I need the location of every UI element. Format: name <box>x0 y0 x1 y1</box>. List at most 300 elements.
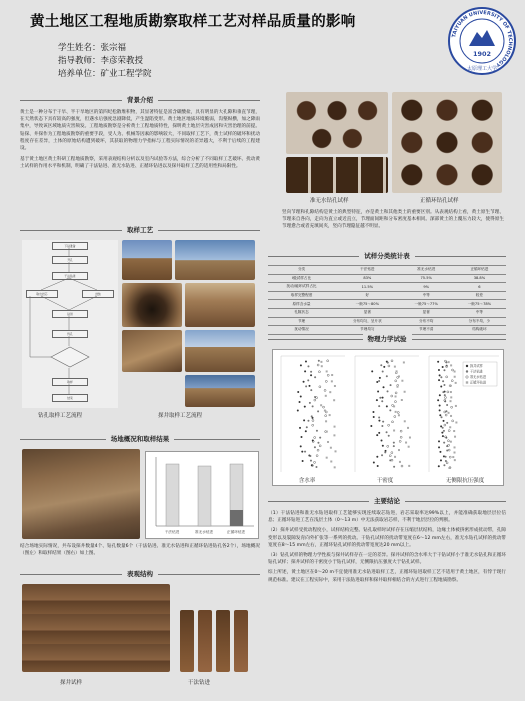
scatter-point <box>437 399 439 401</box>
scatter-point <box>300 445 302 447</box>
scatter-point <box>334 466 336 468</box>
scatter-point <box>450 441 452 443</box>
scatter-point <box>451 406 453 408</box>
scatter-point <box>392 421 394 423</box>
scatter-point <box>441 416 443 418</box>
scatter-point <box>333 434 335 436</box>
scatter-point <box>439 451 441 453</box>
scatter-point <box>442 380 444 382</box>
scatter-point <box>440 459 442 461</box>
scatter-point <box>441 432 443 434</box>
scatter-point <box>305 430 307 432</box>
section-stats <box>268 250 506 335</box>
photo-drill-rig <box>122 240 172 280</box>
scatter-point <box>376 399 378 401</box>
plot-label-strength: 无侧限抗压强度 <box>445 478 485 484</box>
scatter-point <box>386 405 388 407</box>
scatter-point <box>401 380 403 382</box>
scatter-point <box>442 366 444 368</box>
scatter-point <box>390 384 392 386</box>
scatter-point <box>384 451 386 453</box>
photo-pit-samples <box>22 584 170 672</box>
scatter-point <box>446 422 448 424</box>
scatter-point <box>301 451 303 453</box>
scatter-point <box>381 400 383 402</box>
scatter-point <box>317 442 319 444</box>
scatter-point <box>444 397 446 399</box>
scatter-point <box>387 390 389 392</box>
scatter-point <box>437 361 439 363</box>
scatter-point <box>448 444 450 446</box>
scatter-point <box>443 384 445 386</box>
logo-year: 1902 <box>472 50 492 58</box>
scatter-point <box>442 391 444 393</box>
scatter-point <box>454 436 456 438</box>
scatter-point <box>440 385 442 387</box>
scatter-point <box>439 374 441 376</box>
scatter-point <box>323 406 325 408</box>
scatter-point <box>447 440 449 442</box>
scatter-point <box>405 442 407 444</box>
scatter-point <box>444 394 446 396</box>
scatter-point <box>401 399 403 401</box>
scatter-point <box>387 445 389 447</box>
caption-pit-samples: 探井试样 <box>60 680 83 686</box>
scatter-point <box>442 435 444 437</box>
scatter-point <box>314 437 316 439</box>
scatter-point <box>448 361 450 363</box>
photo-quasi-waterless-core-top <box>286 92 388 154</box>
section-header-process: 取样工艺 <box>20 224 260 236</box>
flow-box: 取出岩芯 <box>26 290 58 298</box>
bar-quasi-waterless <box>198 466 211 526</box>
scatter-point <box>325 420 327 422</box>
advisor-name: 指导教师：李彦荣教授 <box>58 56 144 66</box>
page-title: 黄土地区工程地质勘察取样工艺对样品质量的影响 <box>30 14 356 30</box>
scatter-point <box>404 420 406 422</box>
scatter-point <box>312 405 314 407</box>
scatter-point <box>381 440 383 442</box>
scatter-point <box>440 376 442 378</box>
scatter-point <box>439 409 441 411</box>
conclusion-3: （3）钻孔试样的物理力学性质与探井试样存在一定的差异。探井试样的含水率大于干钻试样小于准无水钻孔和正循环钻孔试样；探井试样的干密度小于钻孔试样，无侧限抗压强度大于钻孔试样。 <box>268 553 506 566</box>
scatter-point <box>439 394 441 396</box>
caption-drilling-flow: 钻孔取样工艺流程 <box>38 413 83 419</box>
scatter-point <box>331 380 333 382</box>
conclusion-1: （1）干法钻进和准无水钻进取样工艺能够实现连续取芯钻进，岩芯采取率达99%以上，并能准确获取地层层位信息；正循环钻进工艺在浅层土体（0～13 m）中无法获取岩芯样，不利于地层层位的判断。 <box>268 511 506 524</box>
scatter-point <box>455 405 457 407</box>
table-row: 孔隙状态 显著 显著 中等 <box>268 308 506 317</box>
plot-label-density: 干密度 <box>376 478 394 484</box>
scatter-point <box>297 391 299 393</box>
legend-item: 正循环钻进 <box>470 380 486 385</box>
photo-core-3 <box>216 610 230 672</box>
scatter-point <box>454 446 456 448</box>
scatter-point <box>443 369 445 371</box>
scatter-point <box>449 456 451 458</box>
scatter-point <box>373 416 375 418</box>
scatter-point <box>326 370 328 372</box>
photo-pit-wall <box>122 330 182 372</box>
scatter-point <box>325 415 327 417</box>
scatter-point <box>448 430 450 432</box>
scatter-point <box>316 397 318 399</box>
scatter-point <box>370 425 372 427</box>
scatter-point <box>394 366 396 368</box>
scatter-point <box>439 414 441 416</box>
scatter-point <box>311 415 313 417</box>
scatter-point <box>445 456 447 458</box>
scatter-point <box>393 445 395 447</box>
scatter-point <box>443 464 445 466</box>
section-header-site: 场地概况和取样结果 <box>20 433 260 445</box>
column-header: 准无水钻进 <box>400 266 453 275</box>
scatter-point <box>398 449 400 451</box>
sampling-result-chart <box>145 451 259 539</box>
scatter-point <box>325 380 327 382</box>
scatter-point <box>300 364 302 366</box>
scatter-point <box>314 399 316 401</box>
scatter-point <box>379 377 381 379</box>
photo-site-overview <box>22 449 140 539</box>
table-row: 取样完整程度 好 中等 较差 <box>268 291 506 300</box>
scatter-point <box>394 416 396 418</box>
section-physics <box>268 333 506 348</box>
scatter-point <box>378 380 380 382</box>
scatter-point <box>446 376 448 378</box>
section-header-stats: 试样分类统计表 <box>268 250 506 262</box>
scatter-point <box>334 426 336 428</box>
scatter-point <box>379 397 381 399</box>
scatter-point <box>395 392 397 394</box>
photo-core-4 <box>234 610 248 672</box>
scatter-point <box>383 366 385 368</box>
flow-box: 开孔 <box>52 256 88 264</box>
plot-label-water: 含水率 <box>298 478 316 484</box>
scatter-point <box>329 414 331 416</box>
scatter-point <box>312 424 314 426</box>
scatter-point <box>383 386 385 388</box>
scatter-point <box>305 360 307 362</box>
scatter-point <box>319 437 321 439</box>
scatter-point <box>407 427 409 429</box>
scatter-point <box>317 410 319 412</box>
scatter-point <box>300 395 302 397</box>
photo-core-2 <box>198 610 212 672</box>
scatter-point <box>455 421 457 423</box>
scatter-point <box>388 424 390 426</box>
scatter-point <box>446 462 448 464</box>
scatter-point <box>438 465 440 467</box>
flow-box: 终孔 <box>52 330 88 338</box>
scatter-point <box>316 430 318 432</box>
scatter-point <box>391 360 393 362</box>
table-row: 扰动情况 节理均匀 节理不清 结构破坏 <box>268 326 506 335</box>
scatter-point <box>401 465 403 467</box>
scatter-point <box>453 452 455 454</box>
scatter-point <box>398 375 400 377</box>
table-row: 原样含水量 一般75～80% 一般75～77% 一般75～78% <box>268 300 506 309</box>
scatter-point <box>327 374 329 376</box>
scatter-point <box>303 381 305 383</box>
scatter-point <box>376 381 378 383</box>
conclusion-2: （2）探井试样受扰动程度小，试样结构完整。钻孔取样时试样存在压缩层状结构，边缘土体被挤密形成扰动带，孔隙变形以及裂隙发育向外扩张等一系列的扰动。干钻孔试样的扰动带宽度在6～12 mm左右，准无水钻孔试样的扰动带宽度在8～15 mm左右，正循环钻孔试样的扰动带宽度达20 mm以上。 <box>268 528 506 548</box>
scatter-point <box>315 466 317 468</box>
scatter-point <box>314 446 316 448</box>
scatter-point <box>403 361 405 363</box>
scatter-point <box>393 430 395 432</box>
scatter-point <box>310 460 312 462</box>
scatter-point <box>325 395 327 397</box>
scatter-point <box>333 399 335 401</box>
unit-name: 培养单位：矿业工程学院 <box>58 69 152 79</box>
scatter-point <box>372 411 374 413</box>
legend-item: 干法钻进 <box>470 369 483 374</box>
scatter-point <box>396 370 398 372</box>
table-row: I级试样占比 83% 75.5% 38.8% <box>268 274 506 283</box>
legend-item: 探井试样 <box>470 364 483 369</box>
photo-drilling-site <box>175 240 255 280</box>
scatter-point <box>397 411 399 413</box>
scatter-point <box>404 391 406 393</box>
column-header: 干法钻进 <box>335 266 400 275</box>
physics-plots-svg <box>273 350 503 485</box>
scatter-point <box>391 395 393 397</box>
scatter-point <box>329 391 331 393</box>
scatter-point <box>395 380 397 382</box>
x-label: 准无水钻进 <box>195 530 213 534</box>
logo-cn-name: 太原理工大学 <box>466 66 498 72</box>
scatter-point <box>334 385 336 387</box>
scatter-point <box>386 431 388 433</box>
flow-box: 干法钻进 <box>52 272 88 280</box>
scatter-point <box>377 465 379 467</box>
scatter-point <box>391 452 393 454</box>
site-text: 结合场地实际情况，共布设探井数量4个、钻孔数量6个（干法钻进、准无水钻进和正循环钻进钻孔各2个），场地概况（图左）和取样结果（图右）如上图。 <box>20 544 260 557</box>
scatter-point <box>381 454 383 456</box>
scatter-point <box>307 379 309 381</box>
scatter-point <box>382 370 384 372</box>
scatter-point <box>409 437 411 439</box>
scatter-point <box>450 364 452 366</box>
scatter-point <box>376 456 378 458</box>
scatter-point <box>408 465 410 467</box>
author-info <box>58 42 152 81</box>
svg-text:TAIYUAN UNIVERSITY OF TECHNOLO: TAIYUAN UNIVERSITY OF TECHNOLOGY <box>451 9 514 68</box>
flow-box: 钻进 <box>52 310 88 318</box>
scatter-point <box>438 440 440 442</box>
scatter-point <box>394 456 396 458</box>
scatter-point <box>303 419 305 421</box>
caption-pit-flow: 探井取样工艺流程 <box>158 413 203 419</box>
scatter-point <box>319 386 321 388</box>
scatter-point <box>393 405 395 407</box>
scatter-point <box>442 427 444 429</box>
scatter-point <box>310 389 312 391</box>
flow-box: 结束 <box>52 394 88 402</box>
scatter-point <box>378 405 380 407</box>
scatter-point <box>444 424 446 426</box>
photo-pit-excavation <box>185 330 255 372</box>
scatter-point <box>449 385 451 387</box>
scatter-point <box>443 430 445 432</box>
scatter-point <box>382 421 384 423</box>
scatter-point <box>450 415 452 417</box>
intro-paragraph-2: 基于黄土地区黄土科研工程地质勘察，采用表观结构分析以及室内试验等方法，综合分析了不同取样工艺破坏、扰动黄土试样的作用水平和机制，明确了干法钻进、准无水钻进、正循环钻进以及探井取样工艺的适用性和局限性。 <box>20 157 260 170</box>
scatter-point <box>304 451 306 453</box>
scatter-point <box>299 427 301 429</box>
scatter-point <box>316 455 318 457</box>
legend-item: 准无水钻进 <box>470 375 486 380</box>
section-header-physics: 物理力学试验 <box>268 333 506 345</box>
structure-text: 竖向节理和孔隙结构是黄土的典型特征，亦是黄土和其他类土的重要区别。从表观结构上看，黄土原生节理、节理来自各向，走向为直立或近直立，节理面间距和分布密度基本相同。深部黄土的上覆压力较大，使得原生节理愈合或者充填间夹，竖向节理隐征越不明显。 <box>282 210 504 230</box>
scatter-point <box>398 414 400 416</box>
scatter-point <box>335 450 337 452</box>
scatter-point <box>393 442 395 444</box>
physics-plots <box>272 349 504 486</box>
scatter-point <box>300 436 302 438</box>
scatter-point <box>317 364 319 366</box>
scatter-point <box>307 420 309 422</box>
scatter-point <box>380 364 382 366</box>
left-column <box>20 94 260 171</box>
flow-box: 下钻准备 <box>52 242 88 250</box>
scatter-point <box>305 385 307 387</box>
scatter-point <box>387 362 389 364</box>
scatter-point <box>314 461 316 463</box>
scatter-point <box>454 376 456 378</box>
flow-box: 封装 <box>82 290 114 298</box>
scatter-point <box>326 457 328 459</box>
scatter-point <box>399 461 401 463</box>
stats-table <box>268 265 506 335</box>
scatter-point <box>371 370 373 372</box>
x-label: 干法钻进 <box>164 530 180 534</box>
section-process <box>20 224 260 239</box>
scatter-point <box>326 431 328 433</box>
sampling-result-svg <box>146 452 258 538</box>
scatter-point <box>448 467 450 469</box>
section-header-intro: 背景介绍 <box>20 94 260 106</box>
scatter-point <box>319 445 321 447</box>
scatter-point <box>450 396 452 398</box>
scatter-point <box>378 432 380 434</box>
university-seal-logo <box>447 6 517 76</box>
scatter-point <box>309 385 311 387</box>
scatter-point <box>321 365 323 367</box>
scatter-point <box>395 411 397 413</box>
conclusion-4: 综上所述，黄土地区在0～20 m不宜使用准无水钻进取样工艺，正循环钻进取样工艺不适用于黄土地区，有悖于现行规范标准。建议在工程实际中，采用干法钻进取样和探井取样相结合的方式进行工程地质勘察。 <box>268 570 506 583</box>
scatter-point <box>449 426 451 428</box>
scatter-point <box>382 445 384 447</box>
caption-circulation: 正循环钻孔试样 <box>420 198 459 204</box>
scatter-point <box>455 382 457 384</box>
table-row: 节理 分布均匀，呈片状 分布不均 分布不均，少 <box>268 317 506 326</box>
scatter-point <box>299 401 301 403</box>
scatter-point <box>378 417 380 419</box>
scatter-point <box>386 375 388 377</box>
scatter-point <box>320 404 322 406</box>
bar-dry <box>166 464 179 526</box>
scatter-point <box>438 446 440 448</box>
drilling-flowchart <box>22 240 118 408</box>
scatter-point <box>452 456 454 458</box>
scatter-point <box>330 460 332 462</box>
section-header-conclusion: 主要结论 <box>268 495 506 507</box>
student-name: 学生姓名：张宗福 <box>58 43 127 53</box>
scatter-points <box>297 360 458 469</box>
photo-quasi-waterless-core-bottom <box>286 157 388 193</box>
scatter-point <box>438 379 440 381</box>
scatter-point <box>400 436 402 438</box>
scatter-point <box>399 440 401 442</box>
scatter-point <box>394 401 396 403</box>
scatter-point <box>327 360 329 362</box>
scatter-point <box>443 442 445 444</box>
table-header-row <box>268 266 506 275</box>
scatter-point <box>388 365 390 367</box>
flow-arrows <box>22 240 118 408</box>
scatter-point <box>446 404 448 406</box>
scatter-point <box>307 365 309 367</box>
scatter-point <box>382 397 384 399</box>
scatter-point <box>444 360 446 362</box>
column-header: 分类 <box>268 266 335 275</box>
caption-dry-drilling: 干法钻进 <box>188 680 211 686</box>
scatter-point <box>400 430 402 432</box>
intro-paragraph-1: 黄土是一种分布于干旱、半干旱地区的第四纪松散堆积物，其显著特征是富含碳酸盐，具有明显的大孔隙和垂直节理，在天然状态下具有较高的强度，但遇水后强度急剧降低，产生湿陷变形。黄土地区地质环境脆弱，沟壑纵横，加之降雨集中，导致该区域地质灾害频发。工程地质勘察是分析黄土工程地质特性，探明黄土地层灾害成因和灾害治理的前提。钻探、井探作为工程地质勘察的重要手段，受人为、机械等因素的影响较大，不同取样工艺下，黄土试样的破坏和扰动程度存在差异，土体的原始结构遭到破坏，其获取的物理力学指标与工程实际情况的差异越大，不利于后续的工程建设。 <box>20 110 260 152</box>
scatter-point <box>312 420 314 422</box>
scatter-point <box>452 369 454 371</box>
scatter-point <box>393 466 395 468</box>
scatter-point <box>318 371 320 373</box>
scatter-point <box>443 420 445 422</box>
section-conclusion <box>268 495 506 584</box>
scatter-point <box>447 391 449 393</box>
scatter-point <box>310 371 312 373</box>
table-row: 扰动/破坏试样占比 11.5% 9% 6 <box>268 283 506 292</box>
scatter-point <box>378 420 380 422</box>
scatter-point <box>381 425 383 427</box>
scatter-point <box>318 360 320 362</box>
scatter-point <box>438 369 440 371</box>
scatter-point <box>448 449 450 451</box>
scatter-point <box>327 441 329 443</box>
scatter-point <box>408 446 410 448</box>
scatter-point <box>448 412 450 414</box>
scatter-point <box>439 404 441 406</box>
scatter-point <box>450 391 452 393</box>
scatter-point <box>324 389 326 391</box>
flow-box: 取样 <box>52 378 88 386</box>
scatter-point <box>444 411 446 413</box>
scatter-point <box>440 425 442 427</box>
scatter-point <box>314 376 316 378</box>
scatter-point <box>453 430 455 432</box>
photo-pit-sampling <box>185 375 255 407</box>
scatter-point <box>454 459 456 461</box>
scatter-point <box>391 459 393 461</box>
scatter-point <box>454 371 456 373</box>
scatter-point <box>304 406 306 408</box>
scatter-point <box>330 447 332 449</box>
scatter-point <box>304 370 306 372</box>
scatter-point <box>309 402 311 404</box>
scatter-point <box>396 386 398 388</box>
scatter-point <box>376 434 378 436</box>
scatter-point <box>320 361 322 363</box>
scatter-point <box>388 435 390 437</box>
